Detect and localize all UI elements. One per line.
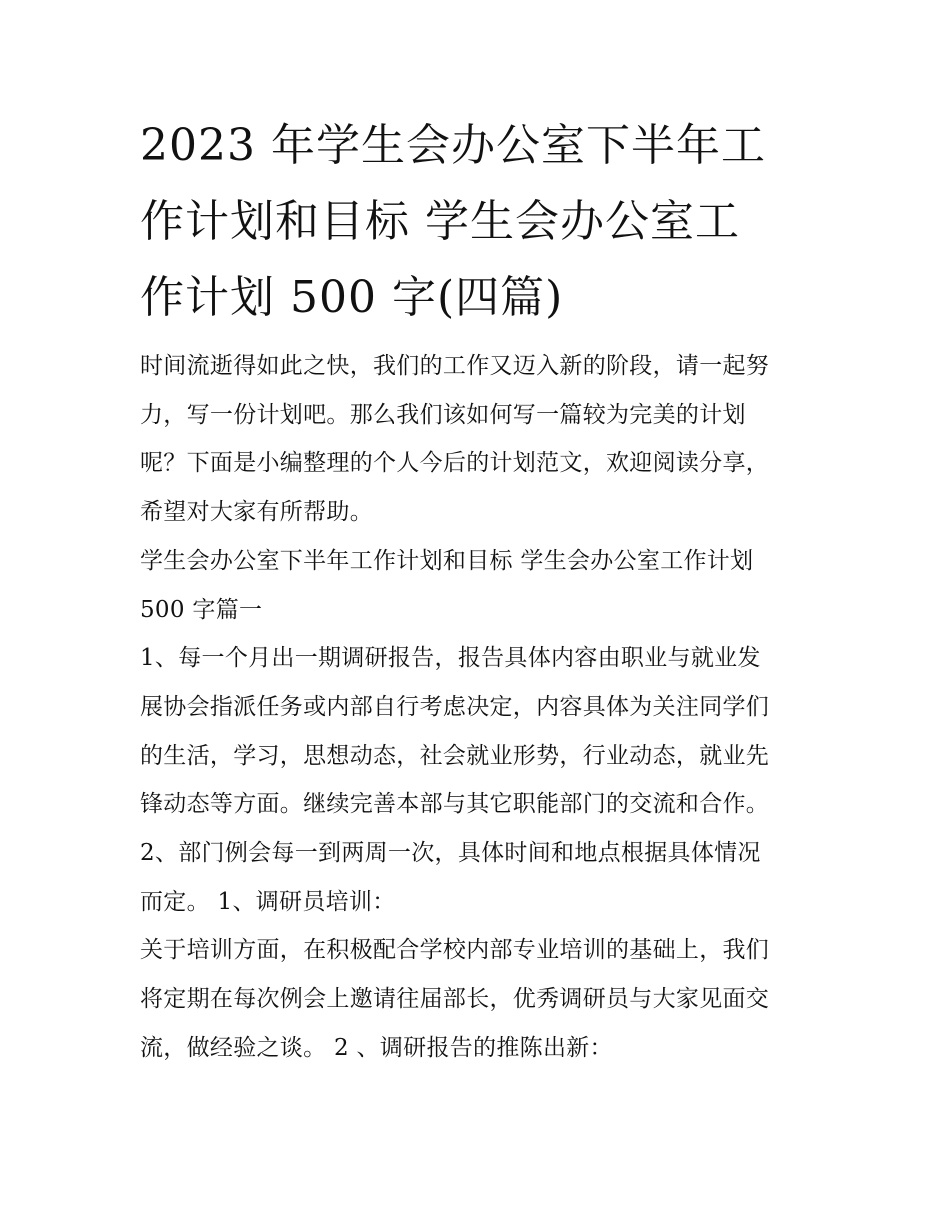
document-title <box>140 108 820 336</box>
title-line-2: 作计划和目标 学生会办公室工 <box>140 196 740 247</box>
item-2-line-1: 2、部门例会每一到两周一次，具体时间和地点根据具体情况 <box>140 840 761 867</box>
title-line-3: 作计划 500 字(四篇) <box>140 272 564 323</box>
training-paragraph <box>140 926 820 1072</box>
item-1-paragraph <box>140 634 820 829</box>
intro-line-4: 希望对大家有所帮助。 <box>140 499 373 526</box>
item-1-line-4: 锋动态等方面。继续完善本部与其它职能部门的交流和合作。 <box>140 791 770 818</box>
intro-line-2: 力，写一份计划吧。那么我们该如何写一篇较为完美的计划 <box>140 401 746 428</box>
intro-paragraph <box>140 342 820 537</box>
section-heading <box>140 537 820 634</box>
item-2-line-2: 而定。 1、调研员培训： <box>140 888 396 915</box>
training-line-1: 关于培训方面，在积极配合学校内部专业培训的基础上，我们 <box>140 937 770 964</box>
item-1-line-2: 展协会指派任务或内部自行考虑决定，内容具体为关注同学们 <box>140 693 770 720</box>
intro-line-1: 时间流逝得如此之快，我们的工作又迈入新的阶段，请一起努 <box>140 353 770 379</box>
training-line-3: 流，做经验之谈。 2 、调研报告的推陈出新： <box>140 1034 613 1061</box>
item-2-paragraph <box>140 829 820 926</box>
training-line-2: 将定期在每次例会上邀请往届部长，优秀调研员与大家见面交 <box>140 986 770 1013</box>
section-heading-line-2: 500 字篇一 <box>140 596 263 623</box>
intro-line-3: 呢？下面是小编整理的个人今后的计划范文，欢迎阅读分享， <box>140 450 770 477</box>
item-1-line-1: 1、每一个月出一期调研报告，报告具体内容由职业与就业发 <box>140 645 761 672</box>
title-line-1: 2023 年学生会办公室下半年工 <box>140 120 766 171</box>
section-heading-line-1: 学生会办公室下半年工作计划和目标 学生会办公室工作计划 <box>140 547 754 574</box>
item-1-line-3: 的生活，学习，思想动态，社会就业形势，行业动态，就业先 <box>140 742 770 769</box>
document-page <box>140 108 820 1073</box>
